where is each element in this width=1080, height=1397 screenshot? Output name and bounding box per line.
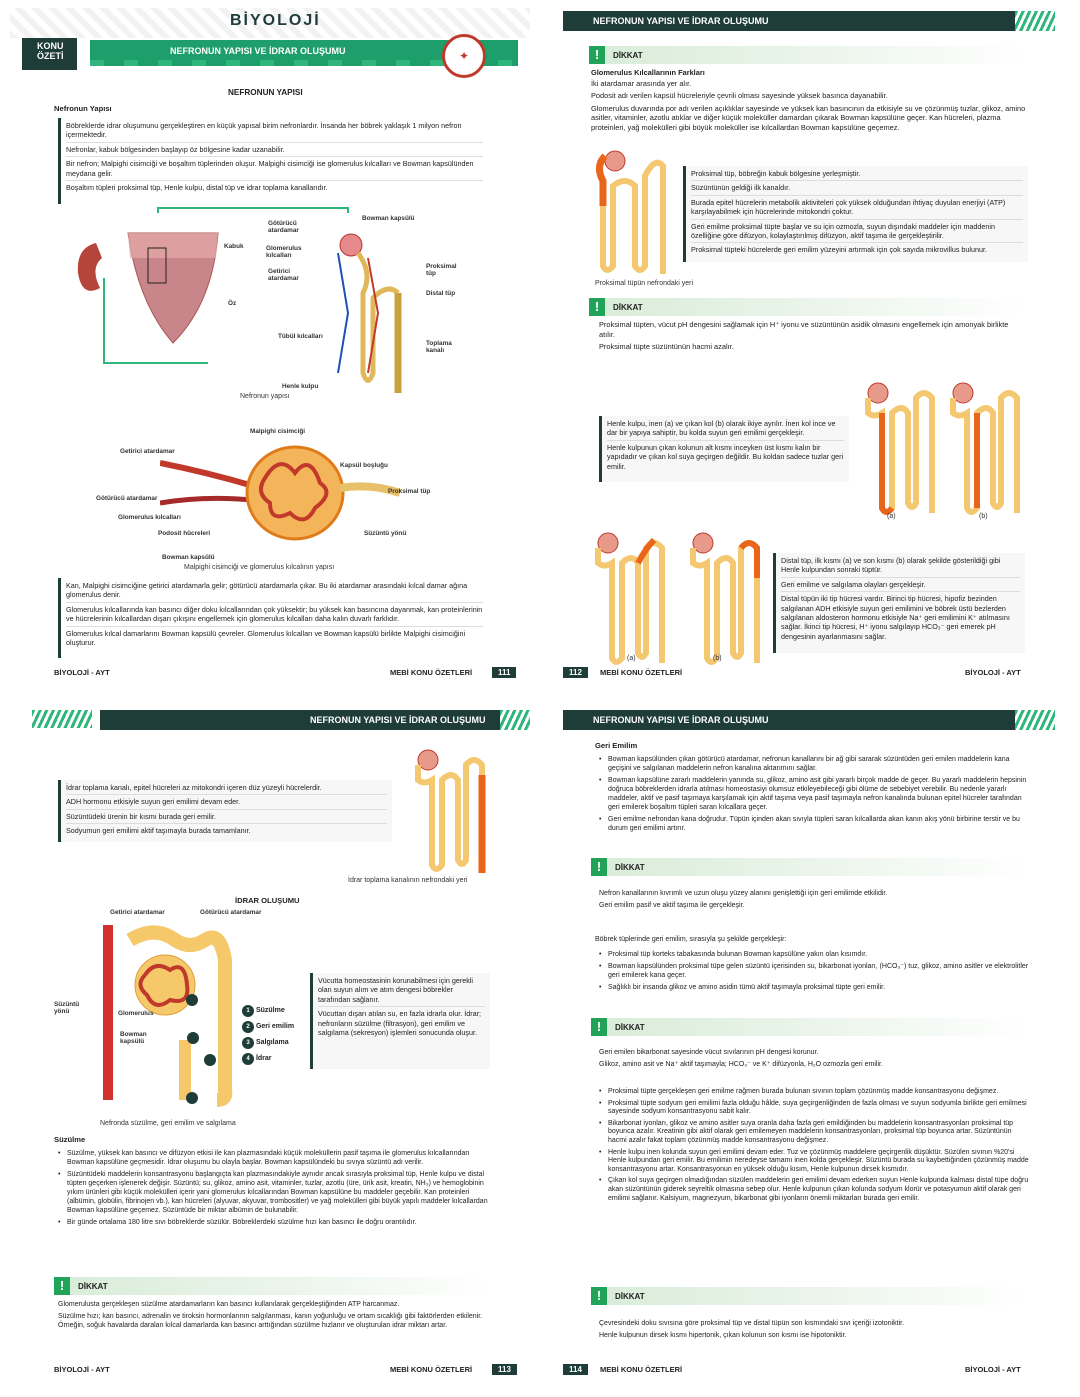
dikkat-line: Proksimal tüpten, vücut pH dengesini sağlamak için H⁺ iyonu ve süzüntünün asidik olmasını engellemek için amonyak birlikte atılır. <box>599 320 1009 339</box>
footer-left: MEBİ KONU ÖZETLERİ <box>600 1365 683 1374</box>
page-112 <box>555 8 1075 683</box>
info-box-proximal <box>683 166 1028 262</box>
dikkat-text <box>58 1300 488 1333</box>
footer-left: BİYOLOJİ - AYT <box>54 668 110 677</box>
list-item: • Çıkan kol suya geçirgen olmadığından süzülen maddelerin geri emilimi devam ederken suyun Henle kulpunda kalması distal tüpe doğru akan süzüntünün giderek seyreltik olmasına sebep olur. Henle kulpunun çıkan kolunda sodyum klorür ve potasyumun aktif olarak geri emilimi sağlanır. Kalsiyum, magnezyum, bikarbonat gibi iyonların önemli miktarları burada geri emilir. <box>599 1177 1029 1203</box>
label-kapsul: Kapsül boşluğu <box>340 462 388 469</box>
geri-emilim-list <box>599 755 1029 836</box>
header-bar <box>563 710 1033 730</box>
info-box-toplama <box>58 780 392 842</box>
exclamation-icon: ! <box>589 46 605 64</box>
dikkat-line: Çevresindeki doku sıvısına göre proksimal tüp ve distal tüpün son kısmındaki sıvı içeriği izotoniktir. <box>599 1320 905 1327</box>
list-item: • Bowman kapsülüne zararlı maddelerin yanında su, glikoz, amino asit gibi yararlı birçok madde de geçer. Bu yararlı maddelerin hepsinin doğruca böbreklerden idrarla atılması homeostasiyi olumsuz etkileyebileceği gibi ölüme de sebebiyet verebilir. Bu nedenle yararlı maddeler, aktif ve pasif taşımaya karşılamak için aktif taşıma veya pasif taşımayla nefron kanalında bulunan epitel hücreler tarafından geri emilerek boşaltım tüpleri saran kılcallara geçer. <box>599 776 1029 812</box>
label-malpighi: Malpighi cisimciği <box>250 428 306 435</box>
dikkat-label: DİKKAT <box>78 1281 108 1291</box>
dikkat-title: Glomerulus Kılcallarının Farkları <box>591 68 705 77</box>
header-title: NEFRONUN YAPISI VE İDRAR OLUŞUMU <box>593 715 769 725</box>
exclamation-icon: ! <box>591 858 607 876</box>
label-getirici: Getirici atardamar <box>268 268 299 282</box>
box-line: Kan, Malpighi cisimciğine getirici atardamarla gelir; götürücü atardamarla çıkar. Bu iki atardamar arasındaki kılcal damar ağına glomerulus denir. <box>66 581 483 603</box>
box-line: Boşaltım tüpleri proksimal tüp, Henle kulpu, distal tüp ve idrar toplama kanallarıdır. <box>66 183 328 193</box>
info-box-henle <box>599 416 849 482</box>
legend-label: İdrar <box>255 1055 272 1062</box>
box-line: Glomerulus kılcal damarlarını Bowman kapsülü çevreler. Glomerulus kılcalları ve Bowman kapsülü birlikte Malpighi cisimciğini oluşturur. <box>66 628 466 648</box>
box-line: Henle kulpunun çıkan kolunun alt kısmı inceyken üst kısmı kalın bir yapıdadır ve çıkan kol suya geçirgen değildir. Bu koldan sadece tuzlar geri emilir. <box>607 442 844 471</box>
figure-caption-2: Malpighi cisimciği ve glomerulus kılcalının yapısı <box>184 564 335 571</box>
list-item: • Proksimal tüpte sodyum geri emilimi fazla olduğu hâlde, suya geçirgenliğinden de fazla olması ve suyun sodyumla birlikte geri emilmesi sayesinde sodyum konsantrasyonu sabit kalır. <box>599 1100 1029 1117</box>
label-b-2: (b) <box>713 655 722 662</box>
label-henle: Henle kulpu <box>282 383 319 390</box>
label-proksimal: Proksimal tüp <box>426 263 457 277</box>
dikkat-line: Henle kulpunun dirsek kısmı hipertonik, çıkan kolunun son kısmı ise hipotoniktir. <box>599 1332 847 1339</box>
box-line: ADH hormonu etkisiyle suyun geri emilimi devam eder. <box>66 797 387 809</box>
box-line: Bir nefron; Malpighi cisimciği ve boşaltım tüplerinden oluşur. Malpighi cisimciği ise glomerulus kılcalları ve Bowman kapsülünden meydana gelir. <box>66 159 483 181</box>
label-tubul: Tübül kılcalları <box>278 333 323 340</box>
dikkat-banner-2 <box>589 298 1025 316</box>
label-goturucu: Götürücü atardamar <box>268 220 299 234</box>
dikkat-banner <box>54 1277 490 1295</box>
subject-title: BİYOLOJİ <box>230 12 321 29</box>
list-item: • Bowman kapsülünden çıkan götürücü atardamar, nefronun kanallarını bir ağ gibi sararak süzüntüden geri emilen maddelerin kana geçişini ve salgılanan maddelerin nefron kanalına aktarımını sağlar. <box>599 755 1029 773</box>
proximal-list <box>599 950 1029 995</box>
legend-label: Geri emilim <box>255 1023 295 1030</box>
legend-item-3: 3 Salgılama <box>242 1035 294 1051</box>
box-line: Distal tüp, ilk kısmı (a) ve son kısmı (b) olarak şekilde gösterildiği gibi Henle kulpundan sonraki tüptür. <box>781 556 1020 578</box>
header-bar <box>100 710 518 730</box>
dikkat-banner-1 <box>591 858 1027 876</box>
dikkat-text-2 <box>599 320 1025 355</box>
dikkat-label: DİKKAT <box>615 1022 645 1032</box>
dikkat-line: Glomerulus duvarında por adı verilen açıklıklar sayesinde ve yüksek kan basıncının da etkisiyle su ve çözünmüş tuzlar, glikoz, amino asitler, vitaminler, azotlu atıklar ve diğer küçük moleküller damardan çıkarak Bowman kapsülüne geçer. Kan hücreleri, plazma proteinleri, yağ molekülleri gibi büyük moleküller ise kılcallardan Bowman kapsülüne geçemez. <box>591 103 1026 132</box>
legend <box>242 1003 294 1067</box>
exclamation-icon: ! <box>591 1287 607 1305</box>
dikkat-line: Nefron kanallarının kıvrımlı ve uzun oluşu yüzey alanını genişlettiği için geri emilimde etkilidir. <box>599 890 888 897</box>
box-line: Vücutta homeostasinin korunabilmesi için gerekli olan suyun alım ve atım dengesi böbrekler tarafından sağlanır. <box>318 976 485 1007</box>
exclamation-icon: ! <box>54 1277 70 1295</box>
caption-toplama: İdrar toplama kanalının nefrondaki yeri <box>348 877 468 884</box>
label-oz: Öz <box>228 300 237 307</box>
details-list <box>599 1088 1029 1206</box>
meb-logo: ✦ <box>442 34 486 78</box>
box-line: Nefronlar, kabuk bölgesinden başlayıp öz bölgesine kadar uzanabilir. <box>66 145 483 157</box>
list-item: • Sağlıklı bir insanda glikoz ve amino asidin tümü aktif taşımayla proksimal tüpte geri emilir. <box>599 983 1029 992</box>
info-box-1 <box>58 118 488 204</box>
dikkat-text-1 <box>599 889 1025 913</box>
page-114 <box>555 705 1075 1380</box>
header-title: NEFRONUN YAPISI VE İDRAR OLUŞUMU <box>593 16 769 26</box>
legend-label: Süzülme <box>255 1007 285 1014</box>
list-item: • Bir günde ortalama 180 litre sıvı böbreklerde süzülür. Böbreklerdeki süzülme hızı kan basıncı ile doğru orantılıdır. <box>58 1218 488 1227</box>
list-item: • Bikarbonat iyonları, glikoz ve amino asitler suya oranla daha fazla geri emildiğinden bu maddelerin konsantrasyonları proksimal tüp boyunca azalır. Kreatinin gibi aktif olarak geri emilemeyen maddelerin konsantrasyonları, proksimal tüp boyunca artar. Süzüntünün hacmi azalır fakat toplam çözünmüş madde konsantrasyonu değişmez. <box>599 1120 1029 1146</box>
footer-right: MEBİ KONU ÖZETLERİ <box>390 668 473 677</box>
tag-line-1: KONU <box>37 41 64 51</box>
box-line: Distal tüpün iki tip hücresi vardır. Birinci tip hücresi, hipofiz bezinden salgılanan ADH etkisiyle suyun geri emilimini ve böbrek üstü bezlerden salgılanan aldosteron hormonu etkisiyle Na⁺ geri emilimini K⁺ atılmasını sağlar. İkinci tip hücresi, H⁺ iyonu salgılayıp HCO₃⁻ geri emerek pH dengesinin ayarlanmasını sağlar. <box>781 594 1010 641</box>
dikkat-text-2 <box>599 1048 1025 1072</box>
footer-right: BİYOLOJİ - AYT <box>965 668 1021 677</box>
label-glomerulus: Glomerulus <box>118 1010 154 1017</box>
label-glomerulus-2: Glomerulus kılcalları <box>118 514 181 521</box>
dikkat-line: Geri emilim pasif ve aktif taşıma ile gerçekleşir. <box>599 902 745 909</box>
collecting-duct-figure <box>408 745 498 875</box>
figure-caption: Nefronda süzülme, geri emilim ve salgılama <box>100 1120 236 1127</box>
header-title: NEFRONUN YAPISI VE İDRAR OLUŞUMU <box>310 715 486 725</box>
dikkat-line: Glikoz, amino asit ve Na⁺ aktif taşımayla; HCO₃⁻ ve K⁺ difüzyonla, H₂O ozmozla geri emilir. <box>599 1061 883 1068</box>
list-item: • Süzüntüdeki maddelerin konsantrasyonu başlangıçta kan plazmasındakiyle aynıdır ancak sırasıyla proksimal tüp, Henle kulpu ve distal tüpten geçerken işlenerek değişir. Süzüntü; su, glikoz, amino asit, vitaminler, tuzlar, azotlu (üre, ürik asit, kreatin, NH₃) ve hemoglobinin yıkım ürünleri gibi küçük molekülleri içerir yani glomerulus kılcallarından Bowman kapsülüne bu maddeler geçebilir. Kan proteinleri (albümin, globülin, fibrinojen vb.), kan hücreleri (alyuvar, akyuvar, trombositler) ve yağ molekülleri gibi büyük yapılı maddeler kılcallardan Bowman kapsülüne geçemez. Süzüntüde bir miktar albümin de bulunabilir. <box>58 1170 488 1215</box>
page-number: 114 <box>563 1364 588 1375</box>
label-b-1: (b) <box>979 513 988 520</box>
section-heading: İDRAR OLUŞUMU <box>235 896 300 905</box>
info-box-homeostasis <box>310 973 490 1069</box>
section-heading: NEFRONUN YAPISI <box>228 88 303 97</box>
page-113 <box>10 705 530 1380</box>
label-getirici: Getirici atardamar <box>110 909 165 916</box>
dikkat-line: Glomerulusta gerçekleşen süzülme atardamarların kan basıncı kullanılarak gerçekleştiğinden ATP harcanmaz. <box>58 1301 400 1308</box>
footer-left: MEBİ KONU ÖZETLERİ <box>600 668 683 677</box>
header-bar <box>563 11 1033 31</box>
subheading-geri-emilim: Geri Emilim <box>595 741 638 750</box>
intro-text: Böbrek tüplerinde geri emilim, sırasıyla şu şekilde gerçekleşir: <box>595 936 787 943</box>
suzulme-list <box>58 1149 488 1230</box>
list-item: • Bowman kapsülünden proksimal tüpe gelen süzüntü içerisinden su, bikarbonat iyonları, (HCO₃⁻) tuz, glikoz, amino asitler ve elektrolitler geri emilerek kana geçer. <box>599 962 1029 980</box>
label-proksimal-2: Proksimal tüp <box>388 488 431 495</box>
dikkat-line: Süzülme hızı; kan basıncı, adrenalin ve tiroksin hormonlarının salgılanması, kanın yoğunluğu ve ortam sıcaklığı gibi faktörlerden etkilenir. Örneğin, soğuk havalarda daralan kılcal damarlarda kan basıncı arttığından süzülme hızlanır ve oluşturulan idrar miktarı artar. <box>58 1313 483 1329</box>
label-goturucu: Götürücü atardamar <box>200 909 262 916</box>
legend-item-4: 4 İdrar <box>242 1051 294 1067</box>
page-number: 111 <box>492 667 516 678</box>
label-a-1: (a) <box>887 513 896 520</box>
box-line: Vücuttan dışarı atılan su, en fazla idrarla olur. İdrar; nefronların süzülme (filtrasyon), geri emilim ve salgılama (sekresyon) işlemleri sonucunda oluşur. <box>318 1009 482 1038</box>
box-line: Süzüntünün geldiği ilk kanaldır. <box>691 183 1023 195</box>
legend-label: Salgılama <box>255 1039 289 1046</box>
box-line: Sodyumun geri emilimi aktif taşımayla burada tamamlanır. <box>66 826 251 836</box>
footer-right: MEBİ KONU ÖZETLERİ <box>390 1365 473 1374</box>
label-getirici-2: Getirici atardamar <box>120 448 175 455</box>
proximal-nephron-figure <box>595 146 675 276</box>
tag-line-2: ÖZETİ <box>37 51 64 61</box>
page-111 <box>10 8 530 683</box>
footer-right: BİYOLOJİ - AYT <box>965 1365 1021 1374</box>
dikkat-label: DİKKAT <box>613 302 643 312</box>
list-item: • Proksimal tüp korteks tabakasında bulunan Bowman kapsülüne yakın olan kısımdır. <box>599 950 1029 959</box>
label-podosit: Podosit hücreleri <box>158 530 211 537</box>
label-goturucu-2: Götürücü atardamar <box>96 495 158 502</box>
label-toplama: Toplama kanalı <box>426 340 452 354</box>
label-bowman: Bowman kapsülü <box>362 215 415 222</box>
dikkat-banner-2 <box>591 1018 1027 1036</box>
dikkat-line: Geri emilen bikarbonat sayesinde vücut sıvılarının pH dengesi korunur. <box>599 1049 819 1056</box>
box-line: İdrar toplama kanalı, epitel hücreleri az mitokondri içeren düz yüzeyli hücrelerdir. <box>66 783 387 795</box>
label-glomerulus: Glomerulus kılcalları <box>266 245 302 259</box>
page-number: 112 <box>563 667 588 678</box>
header-stripes <box>32 710 92 728</box>
subheading: Nefronun Yapısı <box>54 104 112 113</box>
box-line: Glomerulus kılcallarında kan basıncı diğer doku kılcallarından çok yüksektir; bu yüksek kan basıncına dayanmak, kan proteinlerinin ve hücrelerinin kılcallardan dışarı çıkışını engellemek için glomerulus kılcalları daha kalın duvarlı farklıdır. <box>66 605 483 627</box>
box-line: Proksimal tüp, böbreğin kabuk bölgesine yerleşmiştir. <box>691 169 1023 181</box>
label-suzuntu: Süzüntü yönü <box>364 530 407 537</box>
box-line: Burada epitel hücrelerin metabolik aktiviteleri çok yüksek olduğundan ihtiyaç duyulan enerjiyi (ATP) karşılayabilmek için hücrelerinde mitokondri çoktur. <box>691 198 1023 220</box>
dikkat-line: Podosit adı verilen kapsül hücreleriyle çevrili olması sayesinde yüksek basınca dayanabilir. <box>591 91 888 101</box>
subheading-suzulme: Süzülme <box>54 1135 86 1144</box>
dikkat-label: DİKKAT <box>615 1291 645 1301</box>
box-line: Henle kulpu, inen (a) ve çıkan kol (b) olarak ikiye ayrılır. İnen kol ince ve dar bir yapıya sahiptir, bu kolda suyun geri emilimi gerçekleşir. <box>607 419 844 441</box>
dikkat-text-1 <box>591 68 1027 136</box>
label-kabuk: Kabuk <box>224 243 244 250</box>
exclamation-icon: ! <box>591 1018 607 1036</box>
legend-item-1: 1 Süzülme <box>242 1003 294 1019</box>
label-suzuntu: Süzüntü yönü <box>54 1001 80 1015</box>
label-bowman-2: Bowman kapsülü <box>162 554 215 561</box>
label-distal: Distal tüp <box>426 290 456 297</box>
box-line: Geri emilme ve salgılama olayları gerçekleşir. <box>781 580 1020 592</box>
list-item: • Süzülme, yüksek kan basıncı ve difüzyon etkisi ile kan plazmasındaki küçük moleküllerin pasif taşıma ile glomerulus kılcallarından Bowman kapsülüne geçmesidir. İdrar oluşumu bu olayla başlar. Bowman kapsülündeki bu sıvıya süzüntü adı verilir. <box>58 1149 488 1167</box>
box-line: Proksimal tüpteki hücrelerde geri emilim yüzeyini artırmak için çok sayıda mikrovillus bulunur. <box>691 245 987 255</box>
dikkat-label: DİKKAT <box>613 50 643 60</box>
box-line: Geri emilme proksimal tüpte başlar ve su için ozmozla, suyun dışındaki maddeler için maddenin özelliğine göre difüzyon, kolaylaştırılmış difüzyon, aktif taşıma ile gerçekleştirilir. <box>691 222 1023 244</box>
figure-caption-1: Nefronun yapısı <box>240 393 290 400</box>
dikkat-line: İki atardamar arasında yer alır. <box>591 78 692 88</box>
konu-ozeti-tag <box>22 38 77 70</box>
exclamation-icon: ! <box>589 298 605 316</box>
info-box-distal <box>773 553 1025 653</box>
dikkat-banner-1 <box>589 46 1025 64</box>
legend-item-2: 2 Geri emilim <box>242 1019 294 1035</box>
henle-figure <box>860 378 1025 518</box>
box-line: Böbreklerde idrar oluşumunu gerçekleştiren en küçük yapısal birim nefronlardır. İnsanda her böbrek yaklaşık 1 milyon nefron içermektedir. <box>66 121 483 143</box>
caption-proximal: Proksimal tüpün nefrondaki yeri <box>595 280 694 287</box>
dikkat-line: Proksimal tüpte süzüntünün hacmi azalır. <box>599 342 734 352</box>
box-line: Süzüntüdeki ürenin bir kısmı burada geri emilir. <box>66 812 387 824</box>
list-item: • Geri emilme nefrondan kana doğrudur. Tüpün içinden akan sıvıyla tüpleri saran kılcallarda akan kanın akış yönü birbirine terstir ve bu durum geri emilimi artırır. <box>599 815 1029 833</box>
list-item: • Proksimal tüpte gerçekleşen geri emilme rağmen burada bulunan sıvının toplam çözünmüş madde konsantrasyonu değişmez. <box>599 1088 1029 1097</box>
banner-title: NEFRONUN YAPISI VE İDRAR OLUŞUMU <box>170 46 346 56</box>
distal-figure <box>590 528 770 668</box>
page-number: 113 <box>492 1364 517 1375</box>
dikkat-banner-3 <box>591 1287 1027 1305</box>
dikkat-label: DİKKAT <box>615 862 645 872</box>
label-a-2: (a) <box>627 655 636 662</box>
footer-left: BİYOLOJİ - AYT <box>54 1365 110 1374</box>
label-bowman: Bowman kapsülü <box>120 1031 147 1045</box>
info-box-2 <box>58 578 488 658</box>
list-item: • Henle kulpu inen kolunda suyun geri emilimi devam eder. Tuz ve çözünmüş maddelere geçirgenlik düşüktür. Süzülen sıvının %20'si Henle kulpundan geri emilir. Bu emilimin neredeyse tamamı inen kolda gerçekleşir. Süzüntü burada su kaybettiğinden çözünmüş madde konsantrasyonu artar. Konsantrasyonun en yüksek olduğu kısım, Henle kulpunun dirsek kısmıdır. <box>599 1149 1029 1175</box>
dikkat-text-3 <box>599 1319 1025 1343</box>
